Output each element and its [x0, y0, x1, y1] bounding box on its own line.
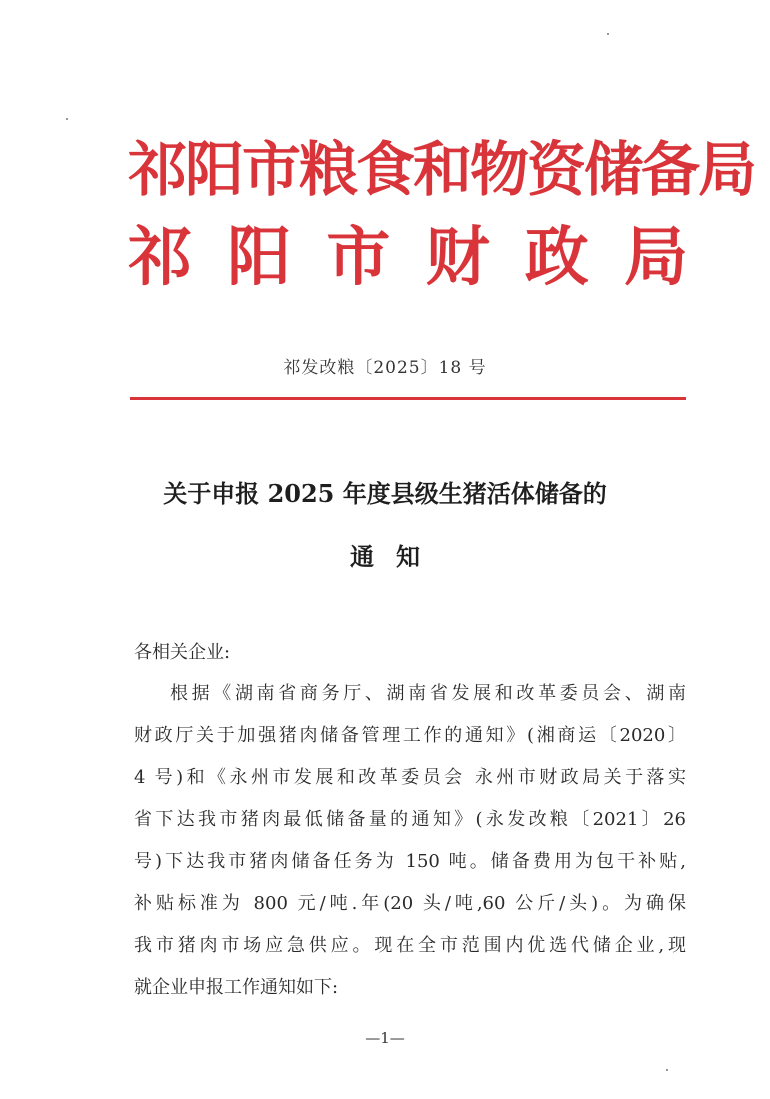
page-number: —1— — [365, 1029, 405, 1047]
issuer-char: 局 — [623, 220, 688, 295]
body-text-line: 补贴标准为 800 元/吨.年(20 头/吨,60 公斤/头)。为确保 — [134, 893, 686, 914]
body-text-line: 4 号)和《永州市发展和改革委员会 永州市财政局关于落实 — [134, 767, 686, 788]
issuer-name-finance-bureau — [128, 218, 688, 298]
document-title-line2: 通知 — [350, 542, 442, 571]
document-number: 祁发改粮〔2025〕18 号 — [283, 358, 487, 378]
red-divider-line — [130, 397, 686, 400]
issuer-char: 市 — [326, 220, 391, 295]
issuer-name-grain-bureau: 祁阳市粮食和物资储备局 — [128, 135, 756, 204]
issuer-char: 祁 — [128, 220, 192, 295]
body-text-line: 就企业申报工作通知如下: — [134, 977, 339, 998]
issuer-char: 财 — [425, 220, 490, 295]
document-title-line1: 关于申报 2025 年度县级生猪活体储备的 — [163, 479, 607, 508]
body-text-line: 号)下达我市猪肉储备任务为 150 吨。储备费用为包干补贴, — [134, 851, 686, 872]
scan-speck — [607, 33, 609, 35]
issuer-char: 阳 — [227, 220, 292, 295]
issuer-char: 政 — [524, 220, 589, 295]
body-text-line: 省下达我市猪肉最低储备量的通知》(永发改粮〔2021〕26 — [134, 809, 686, 830]
body-text-line: 我市猪肉市场应急供应。现在全市范围内优选代储企业,现 — [134, 935, 686, 956]
body-text-line: 根据《湖南省商务厅、湖南省发展和改革委员会、湖南 — [170, 683, 686, 704]
body-text-line: 财政厅关于加强猪肉储备管理工作的通知》(湘商运〔2020〕 — [134, 725, 686, 746]
scan-speck — [666, 1069, 668, 1071]
scan-speck — [66, 118, 68, 120]
salutation: 各相关企业: — [134, 642, 231, 663]
